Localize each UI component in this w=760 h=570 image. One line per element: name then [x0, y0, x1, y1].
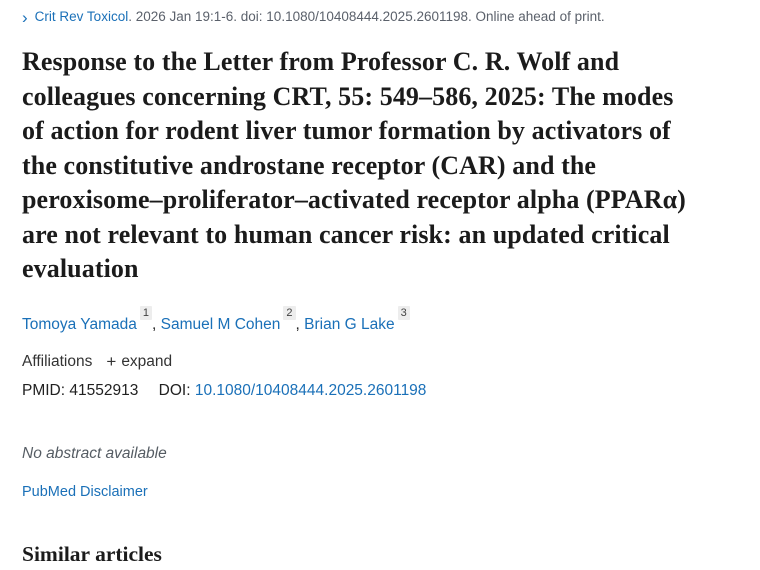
pmid-label: PMID:	[22, 381, 66, 399]
affiliations-label: Affiliations	[22, 352, 93, 370]
affiliation-sup-3[interactable]: 3	[398, 306, 410, 320]
plus-icon: +	[106, 352, 117, 372]
article-title: Response to the Letter from Professor C. R. Wolf and colleagues concerning CRT, 55: 549–586, 2025: The modes of action for rodent liver tumor formation by activators of the constitutive androstane receptor (CAR) and the peroxisome–proliferator–activated receptor alpha (PPARα) are not relevant to human cancer risk: an updated critical evaluation	[22, 47, 686, 283]
identifiers-row	[22, 380, 730, 402]
journal-citation-bar	[22, 8, 730, 26]
doi-label: DOI:	[158, 381, 191, 399]
journal-link[interactable]: Crit Rev Toxicol	[34, 9, 129, 24]
author-link-3[interactable]: Brian G Lake	[304, 315, 395, 333]
affiliations-expand-button[interactable]	[106, 353, 172, 371]
author-separator: ,	[152, 315, 161, 333]
citation-text: . 2026 Jan 19:1-6. doi: 10.1080/10408444.2025.2601198. Online ahead of print.	[128, 9, 605, 24]
chevron-right-icon[interactable]: ›	[22, 7, 28, 27]
pubmed-disclaimer-link[interactable]: PubMed Disclaimer	[22, 483, 148, 500]
no-abstract-text: No abstract available	[22, 444, 167, 462]
similar-articles-heading: Similar articles	[22, 541, 162, 566]
expand-label: expand	[121, 352, 173, 370]
pmid-value: 41552913	[69, 381, 139, 399]
doi-link[interactable]: 10.1080/10408444.2025.2601198	[194, 381, 427, 399]
author-link-2[interactable]: Samuel M Cohen	[160, 315, 281, 333]
affiliation-sup-1[interactable]: 1	[140, 306, 152, 320]
author-list	[22, 306, 730, 336]
affiliation-sup-2[interactable]: 2	[283, 306, 295, 320]
affiliations-row	[22, 351, 730, 373]
author-separator: ,	[295, 315, 305, 333]
citation-line	[35, 8, 605, 26]
author-link-1[interactable]: Tomoya Yamada	[22, 315, 137, 333]
